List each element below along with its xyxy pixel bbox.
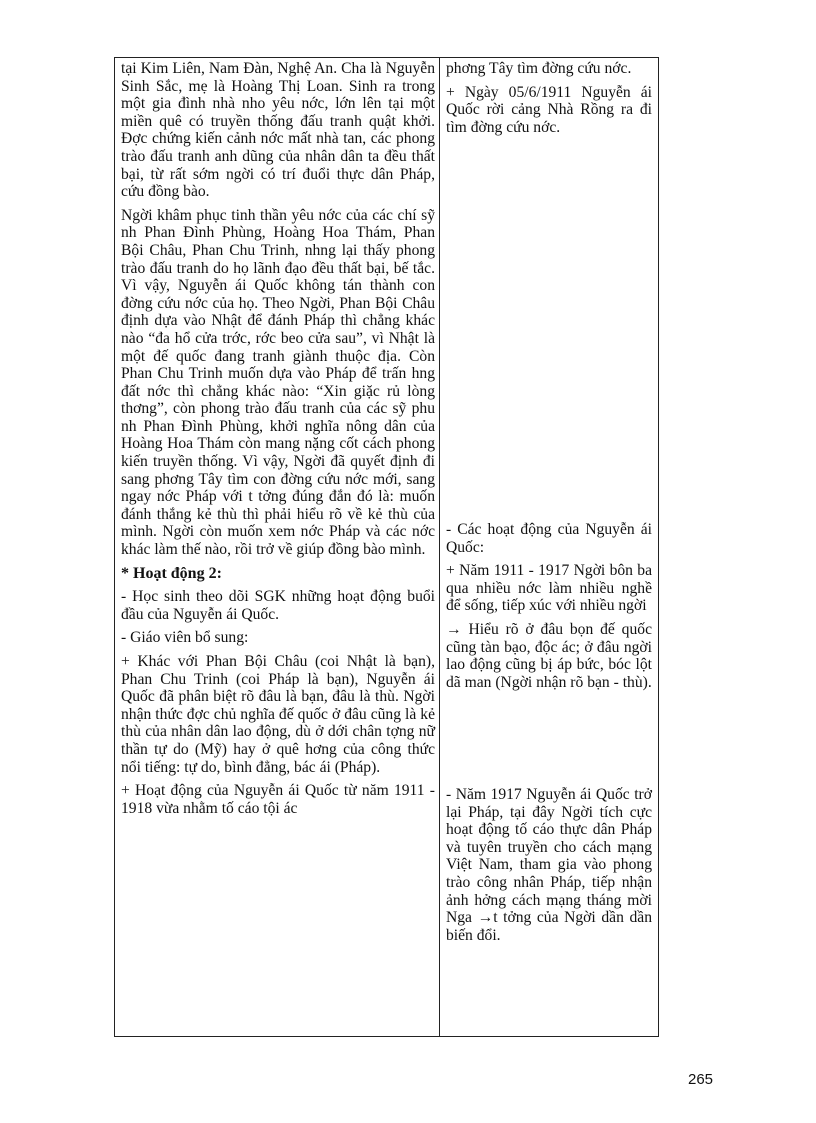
- right-paragraph-activities-heading: - Các hoạt động của Nguyễn ái Quốc:: [446, 521, 652, 556]
- paragraph-background: tại Kim Liên, Nam Đàn, Nghệ An. Cha là Nguyễn Sinh Sắc, mẹ là Hoàng Thị Loan. Sinh ra trong một gia đình nhà nho yêu nớc, lớn lên tại một miền quê có truyền thống đấu tranh quật khởi. Đợc chứng kiến cảnh nớc mất nhà tan, các phong trào đấu tranh anh dũng của nhân dân ta đều thất bại, từ rất sớm ngời có trí đuổi thực dân Pháp, cứu đồng bào.: [121, 60, 435, 201]
- page-number: 265: [688, 1071, 714, 1088]
- right-column: [440, 58, 658, 1036]
- right-paragraph-1917-text: - Năm 1917 Nguyễn ái Quốc trở lại Pháp, tại đây Ngời tích cực hoạt động tố cáo thực dân Pháp và tuyên truyền cho cách mạng Việt Nam, tham gia vào phong trào công nhân Pháp, tiếp nhận ảnh hởng cách mạng tháng mời Nga: [446, 786, 652, 927]
- left-column: [115, 58, 440, 1036]
- right-paragraph-1917-end: t tởng của Ngời dần dần biến đổi.: [446, 909, 652, 944]
- right-paragraph-departure: + Ngày 05/6/1911 Nguyễn ái Quốc rời cảng Nhà Rồng ra đi tìm đờng cứu nớc.: [446, 83, 652, 136]
- paragraph-student-task: - Học sinh theo dõi SGK những hoạt động buổi đầu của Nguyễn ái Quốc.: [121, 588, 435, 623]
- activity-heading: * Hoạt động 2:: [121, 564, 222, 582]
- right-paragraph-1917: [446, 786, 652, 944]
- content-table: [114, 57, 659, 1037]
- paragraph-patriots: Ngời khâm phục tinh thần yêu nớc của các chí sỹ nh Phan Đình Phùng, Hoàng Hoa Thám, Phan Bội Châu, Phan Chu Trinh, nhng lại thấy phong trào đấu tranh do họ lãnh đạo đều thất bại, bế tắc. Vì vậy, Nguyễn ái Quốc không tán thành con đờng cứu nớc của họ. Theo Ngời, Phan Bội Châu định dựa vào Nhật để đánh Pháp thì chẳng khác nào “đa hổ cửa trớc, rớc beo cửa sau”, vì Nhật là một đế quốc đang tranh giành thuộc địa. Còn Phan Chu Trinh muốn dựa vào Pháp để trấn hng đất nớc thì chẳng khác nào: “Xin giặc rủ lòng thơng”, còn phong trào đấu tranh của các sỹ phu nh Phan Đình Phùng, khởi nghĩa nông dân của Hoàng Hoa Thám còn mang nặng cốt cách phong kiến truyền thống. Vì vậy, Ngời đã quyết định đi sang phơng Tây tìm con đờng cứu nớc mới, sang ngay nớc Pháp với t tởng đúng đắn đó là: muốn đánh thắng kẻ thù thì phải hiểu rõ về kẻ thù của mình. Ngời còn muốn xem nớc Pháp và các nớc khác làm thế nào, rồi trở về giúp đồng bào mình.: [121, 206, 435, 559]
- right-paragraph-travels: + Năm 1911 - 1917 Ngời bôn ba qua nhiều nớc làm nhiều nghề để sống, tiếp xúc với nhiều ngời: [446, 562, 652, 615]
- arrow-icon: →: [477, 909, 494, 927]
- right-block-top: [446, 60, 652, 136]
- right-paragraph-west: phơng Tây tìm đờng cứu nớc.: [446, 60, 632, 77]
- right-block-1917: [446, 786, 652, 944]
- right-paragraph-conclusion-text: Hiểu rõ ở đâu bọn đế quốc cũng tàn bạo, độc ác; ở đâu ngời lao động cũng bị áp bức, bóc lột dã man (Ngời nhận rõ bạn - thù).: [446, 620, 652, 691]
- paragraph-teacher-note: - Giáo viên bổ sung:: [121, 629, 249, 647]
- paragraph-activities: + Hoạt động của Nguyễn ái Quốc từ năm 1911 - 1918 vừa nhằm tố cáo tội ác: [121, 782, 435, 817]
- paragraph-distinction: + Khác với Phan Bội Châu (coi Nhật là bạn), Phan Chu Trinh (coi Pháp là bạn), Nguyễn ái Quốc đã phân biệt rõ đâu là bạn, đâu là thù. Ngời nhận thức đợc chủ nghĩa đế quốc ở đâu cũng là kẻ thù của nhân dân lao động, dù ở dới chân tợng nữ thần tự do (Mỹ) hay ở quê hơng của công thức nổi tiếng: tự do, bình đẳng, bác ái (Pháp).: [121, 653, 435, 776]
- right-paragraph-conclusion: [446, 621, 652, 691]
- arrow-icon: →: [446, 620, 462, 638]
- right-block-activities: [446, 521, 652, 691]
